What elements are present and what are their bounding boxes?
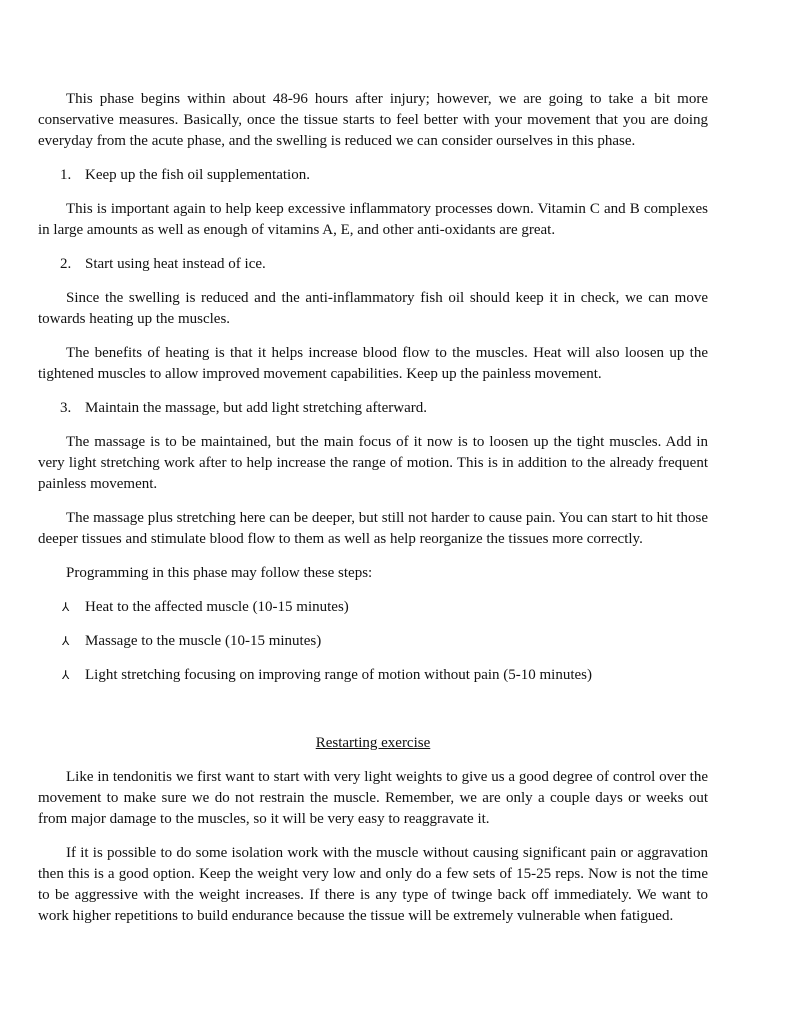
numbered-step-2: [38, 254, 708, 275]
step-number: 3.: [60, 400, 72, 416]
step-text: Maintain the massage, but add light stretching afterward.: [85, 400, 427, 416]
step-number: 2.: [60, 256, 72, 272]
intro-paragraph: This phase begins within about 48-96 hours after injury; however, we are going to take a bit more conservative measures. Basically, once the tissue starts to feel better with your movement that you are doing everyday from the acute phase, and the swelling is reduced we can consider ourselves in this phase.: [38, 91, 708, 149]
step-number: 1.: [60, 167, 72, 183]
step-text: Keep up the fish oil supplementation.: [85, 167, 310, 183]
numbered-step-1: [38, 165, 708, 186]
bullet-text: Heat to the affected muscle (10-15 minutes): [85, 599, 349, 615]
section-paragraph-2: If it is possible to do some isolation work with the muscle without causing significant pain or aggravation then this is a good option. Keep the weight very low and only do a few sets of 15-25 reps. Now is not the time to be aggressive with the weight increases. If there is any type of twinge back off immediately. We want to work higher repetitions to build endurance because the tissue will be extremely vulnerable when fatigued.: [38, 845, 708, 924]
bullet-item-heat: [38, 597, 708, 618]
step2-paragraph-1: Since the swelling is reduced and the anti-inflammatory fish oil should keep it in check, we can move towards heating up the muscles.: [38, 290, 708, 327]
section-paragraph-1: Like in tendonitis we first want to start with very light weights to give us a good degree of control over the movement to make sure we do not restrain the muscle. Remember, we are only a couple days or weeks out from major damage to the muscles, so it will be very easy to reaggravate it.: [38, 769, 708, 827]
numbered-step-3: [38, 398, 708, 419]
bullet-text: Massage to the muscle (10-15 minutes): [85, 633, 322, 649]
section-heading: Restarting exercise: [315, 735, 431, 751]
step-text: Start using heat instead of ice.: [85, 256, 266, 272]
programming-intro: Programming in this phase may follow these steps:: [66, 565, 373, 581]
step1-paragraph: This is important again to help keep excessive inflammatory processes down. Vitamin C and B complexes in large amounts as well as enough of vitamins A, E, and other anti-oxidants are great.: [38, 201, 708, 238]
bullet-item-stretching: [38, 665, 708, 686]
step3-paragraph-2: The massage plus stretching here can be deeper, but still not harder to cause pain. You can start to hit those deeper tissues and stimulate blood flow to them as well as help reorganize the tissues more correctly.: [38, 510, 708, 547]
bullet-item-massage: [38, 631, 708, 652]
bullet-icon: ⅄: [62, 634, 70, 648]
bullet-icon: ⅄: [62, 600, 70, 614]
bullet-text: Light stretching focusing on improving range of motion without pain (5-10 minutes): [85, 667, 593, 683]
bullet-icon: ⅄: [62, 668, 70, 682]
step3-paragraph-1: The massage is to be maintained, but the main focus of it now is to loosen up the tight muscles. Add in very light stretching work after to help increase the range of motion. This is in addition to the already frequent painless movement.: [38, 434, 708, 492]
step2-paragraph-2: The benefits of heating is that it helps increase blood flow to the muscles. Heat will also loosen up the tightened muscles to allow improved movement capabilities. Keep up the painless movement.: [38, 345, 708, 382]
